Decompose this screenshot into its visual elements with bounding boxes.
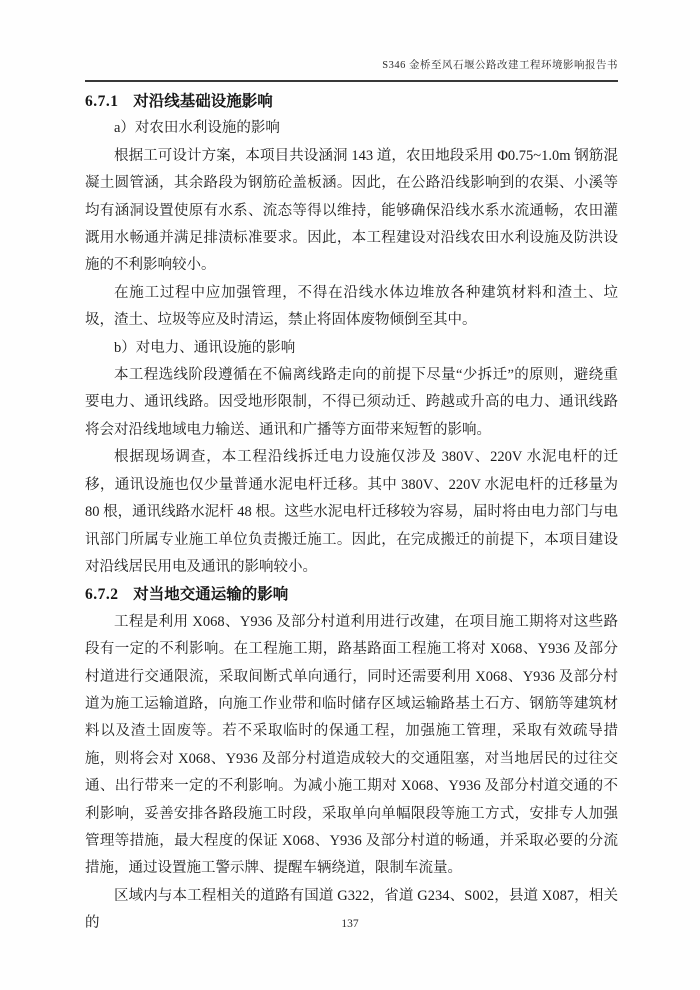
running-header-title: S346 金桥至风石堰公路改建工程环境影响报告书 bbox=[382, 60, 618, 71]
subheading-b: b）对电力、通讯设施的影响 bbox=[114, 339, 296, 356]
paragraph: 工程是利用 X068、Y936 及部分村道利用进行改建，在项目施工期将对这些路段有一定的不利影响。在工程施工期，路基路面工程施工将对 X068、Y936 及部分村道进行交通限流，采取间断式单向通行，同时还需要利用 X068、Y936 及部分村道为施工运输道路，向施工作业带和临时储存区域运输路基土石方、钢筋等建筑材料以及渣土固废等。若不采取临时的保通工程，加强施工管理，采取有效疏导措施，则将会对 X068、Y936 及部分村道造成较大的交通阻塞，对当地居民的过往交通、出行带来一定的不利影响。为减小施工期对 X068、Y936 及部分村道交通的不利影响，妥善安排各路段施工时段，采取单向单幅限段等施工方式，安排专人加强管理等措施，最大程度的保证 X068、Y936 及部分村道的畅通，并采取必要的分流措施，通过设置施工警示牌、提醒车辆绕道，限制车流量。 bbox=[85, 613, 618, 877]
section-number: 6.7.2 bbox=[85, 586, 119, 604]
paragraph: 在施工过程中应加强管理，不得在沿线水体边堆放各种建筑材料和渣土、垃圾，渣土、垃圾等应及时清运，禁止将固体废物倾倒至其中。 bbox=[85, 284, 618, 329]
section-number: 6.7.1 bbox=[85, 93, 119, 110]
header-rule bbox=[85, 80, 618, 82]
section-title: 对沿线基础设施影响 bbox=[133, 93, 273, 110]
subheading-a: a）对农田水利设施的影响 bbox=[114, 120, 280, 137]
document-body bbox=[85, 88, 618, 938]
page-number: 137 bbox=[341, 918, 359, 930]
paragraph: 本工程选线阶段遵循在不偏离线路走向的前提下尽量“少拆迁”的原则，避绕重要电力、通讯线路。因受地形限制，不得已须动迁、跨越或升高的电力、通讯线路将会对沿线地域电力输送、通讯和广播等方面带来短暂的影响。 bbox=[85, 367, 618, 438]
section-title: 对当地交通运输的影响 bbox=[133, 586, 289, 604]
paragraph: 根据工可设计方案，本项目共设涵洞 143 道，农田地段采用 Φ0.75~1.0m 钢筋混凝土圆管涵，其余路段为钢筋砼盖板涵。因此，在公路沿线影响到的农渠、小溪等均有涵洞设置使原有水系、流态等得以维持，能够确保沿线水系水流通畅，农田灌溉用水畅通并满足排渍标准要求。因此，本工程建设对沿线农田水利设施及防洪设施的不利影响较小。 bbox=[85, 147, 618, 274]
paragraph: 区域内与本工程相关的道路有国道 G322，省道 G234、S002，县道 X087，相关的 bbox=[85, 887, 618, 932]
section-heading-672 bbox=[85, 581, 618, 608]
section-heading-671 bbox=[85, 88, 618, 115]
paragraph: 根据现场调查，本工程沿线拆迁电力设施仅涉及 380V、220V 水泥电杆的迁移，通讯设施也仅少量普通水泥电杆迁移。其中 380V、220V 水泥电杆的迁移量为 80 根，通讯线路水泥杆 48 根。这些水泥电杆迁移较为容易，届时将由电力部门与电讯部门所属专业施工单位负责搬迁施工。因此，在完成搬迁的前提下，本项目建设对沿线居民用电及通讯的影响较小。 bbox=[85, 449, 618, 575]
